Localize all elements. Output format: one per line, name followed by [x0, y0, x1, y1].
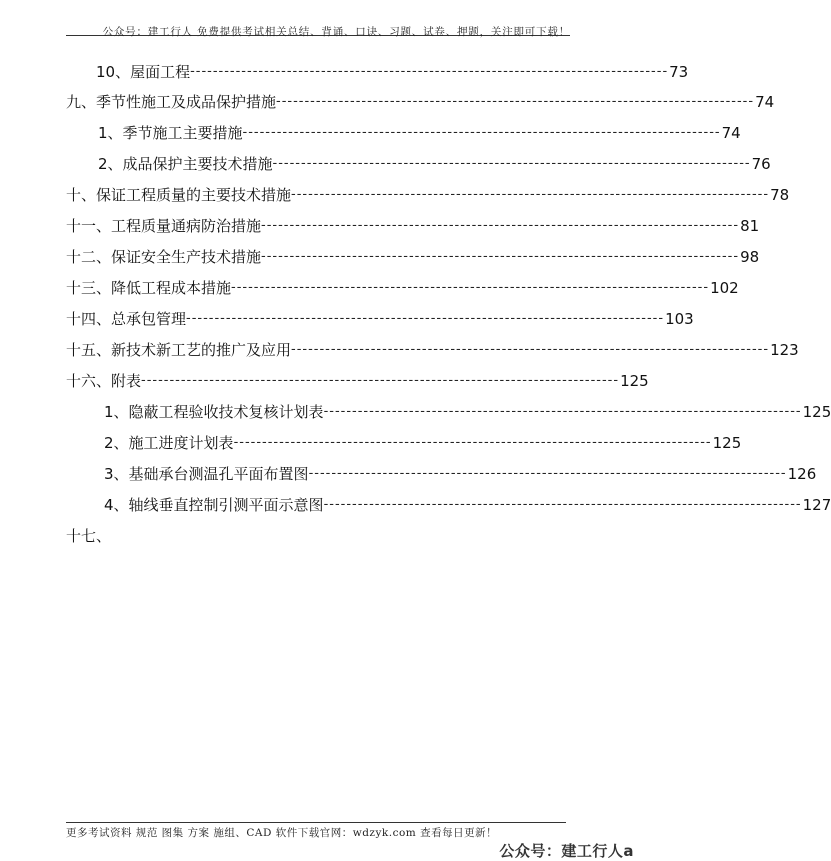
toc-page-number: 125	[712, 434, 742, 452]
watermark: 公众号：建工行人a	[499, 842, 634, 860]
toc-entry-label: 2、成品保护主要技术措施	[98, 155, 273, 173]
toc-entry-product-protection[interactable]	[98, 152, 771, 176]
toc-page-number: 76	[751, 155, 771, 173]
toc-dot-leader: ------------------------------------------------------------------------------------	[190, 64, 669, 79]
toc-entry-seasonal-measures[interactable]	[98, 121, 741, 145]
toc-page-number: 81	[740, 217, 760, 235]
toc-entry-common-defects[interactable]	[66, 214, 760, 238]
toc-dot-leader: ------------------------------------------------------------------------------------	[261, 218, 740, 233]
toc-page-number: 73	[669, 63, 689, 81]
toc-dot-leader: ------------------------------------------------------------------------------------	[323, 497, 802, 512]
toc-page-number: 98	[740, 248, 760, 266]
toc-page-number: 74	[721, 124, 741, 142]
toc-page-number: 74	[755, 93, 775, 111]
toc-entry-label: 十七、	[66, 527, 112, 545]
page-header	[66, 20, 570, 36]
toc-dot-leader: ------------------------------------------------------------------------------------	[291, 342, 770, 357]
header-text: 公众号：建工行人 免费提供考试相关总结、背诵、口诀、习题、试卷、押题，关注即可下载！	[102, 26, 570, 38]
toc-dot-leader: ------------------------------------------------------------------------------------	[141, 373, 620, 388]
toc-entry-appendix[interactable]	[66, 369, 649, 393]
toc-entry-label: 施工进度计划表	[128, 434, 234, 452]
toc-entry-roof-works[interactable]	[96, 60, 689, 84]
toc-entry-quality-assurance[interactable]	[66, 183, 790, 207]
toc-entry-label: 十三、降低工程成本措施	[66, 279, 232, 297]
toc-entry-label: 十二、保证安全生产技术措施	[66, 248, 262, 266]
toc-entry-label: 十五、新技术新工艺的推广及应用	[66, 341, 292, 359]
toc-entry-appendix-3[interactable]	[104, 462, 817, 486]
toc-entry-label: 十四、总承包管理	[66, 310, 187, 328]
footer-text: 更多考试资料 规范 图集 方案 施组、CAD 软件下载官网：wdzyk.com 查看每日更新！	[66, 827, 498, 839]
toc-entry-label: 十六、附表	[66, 372, 142, 390]
toc-entry-label: 10、屋面工程	[96, 63, 191, 81]
toc-page-number: 123	[770, 341, 799, 359]
toc-entry-number: 1、	[104, 403, 129, 421]
toc-entry-label: 轴线垂直控制引测平面示意图	[128, 496, 324, 514]
page-footer	[66, 822, 566, 840]
toc-entry-new-technology[interactable]	[66, 338, 799, 362]
toc-page-number: 125	[802, 403, 831, 421]
toc-dot-leader: ------------------------------------------------------------------------------------	[276, 94, 755, 109]
toc-page-number: 102	[710, 279, 739, 297]
toc-entry-label: 十、保证工程质量的主要技术措施	[66, 186, 292, 204]
toc-entry-label: 1、季节施工主要措施	[98, 124, 243, 142]
toc-entry-appendix-1[interactable]	[104, 400, 831, 424]
toc-entry-label: 十一、工程质量通病防治措施	[66, 217, 262, 235]
toc-entry-safety-measures[interactable]	[66, 245, 760, 269]
toc-dot-leader: ------------------------------------------------------------------------------------	[323, 404, 802, 419]
toc-entry-general-contracting[interactable]	[66, 307, 694, 331]
toc-entry-label: 基础承台测温孔平面布置图	[128, 465, 309, 483]
toc-dot-leader: ------------------------------------------------------------------------------------	[242, 125, 721, 140]
toc-dot-leader: ------------------------------------------------------------------------------------	[272, 156, 751, 171]
toc-entry-appendix-2[interactable]	[104, 431, 742, 455]
toc-entry-appendix-4[interactable]	[104, 493, 831, 517]
toc-dot-leader: ------------------------------------------------------------------------------------	[231, 280, 710, 295]
toc-entry-number: 3、	[104, 465, 129, 483]
toc-entry-seventeen[interactable]	[66, 524, 186, 548]
toc-dot-leader: ------------------------------------------------------------------------------------	[261, 249, 740, 264]
toc-dot-leader: ------------------------------------------------------------------------------------	[186, 311, 665, 326]
toc-entry-cost-reduction[interactable]	[66, 276, 739, 300]
toc-page-number: 127	[802, 496, 831, 514]
toc-page-number: 126	[787, 465, 817, 483]
toc-entry-label: 隐蔽工程验收技术复核计划表	[128, 403, 324, 421]
toc-entry-seasonal-protection[interactable]	[66, 90, 775, 114]
toc-entry-label: 九、季节性施工及成品保护措施	[66, 93, 277, 111]
toc-entry-number: 2、	[104, 434, 129, 452]
toc-page-number: 78	[770, 186, 790, 204]
toc-entry-number: 4、	[104, 496, 129, 514]
toc-dot-leader: ------------------------------------------------------------------------------------	[291, 187, 770, 202]
toc-page-number: 103	[665, 310, 694, 328]
toc-dot-leader: ------------------------------------------------------------------------------------	[233, 435, 712, 450]
toc-dot-leader: ------------------------------------------------------------------------------------	[308, 466, 787, 481]
toc-page-number: 125	[620, 372, 649, 390]
